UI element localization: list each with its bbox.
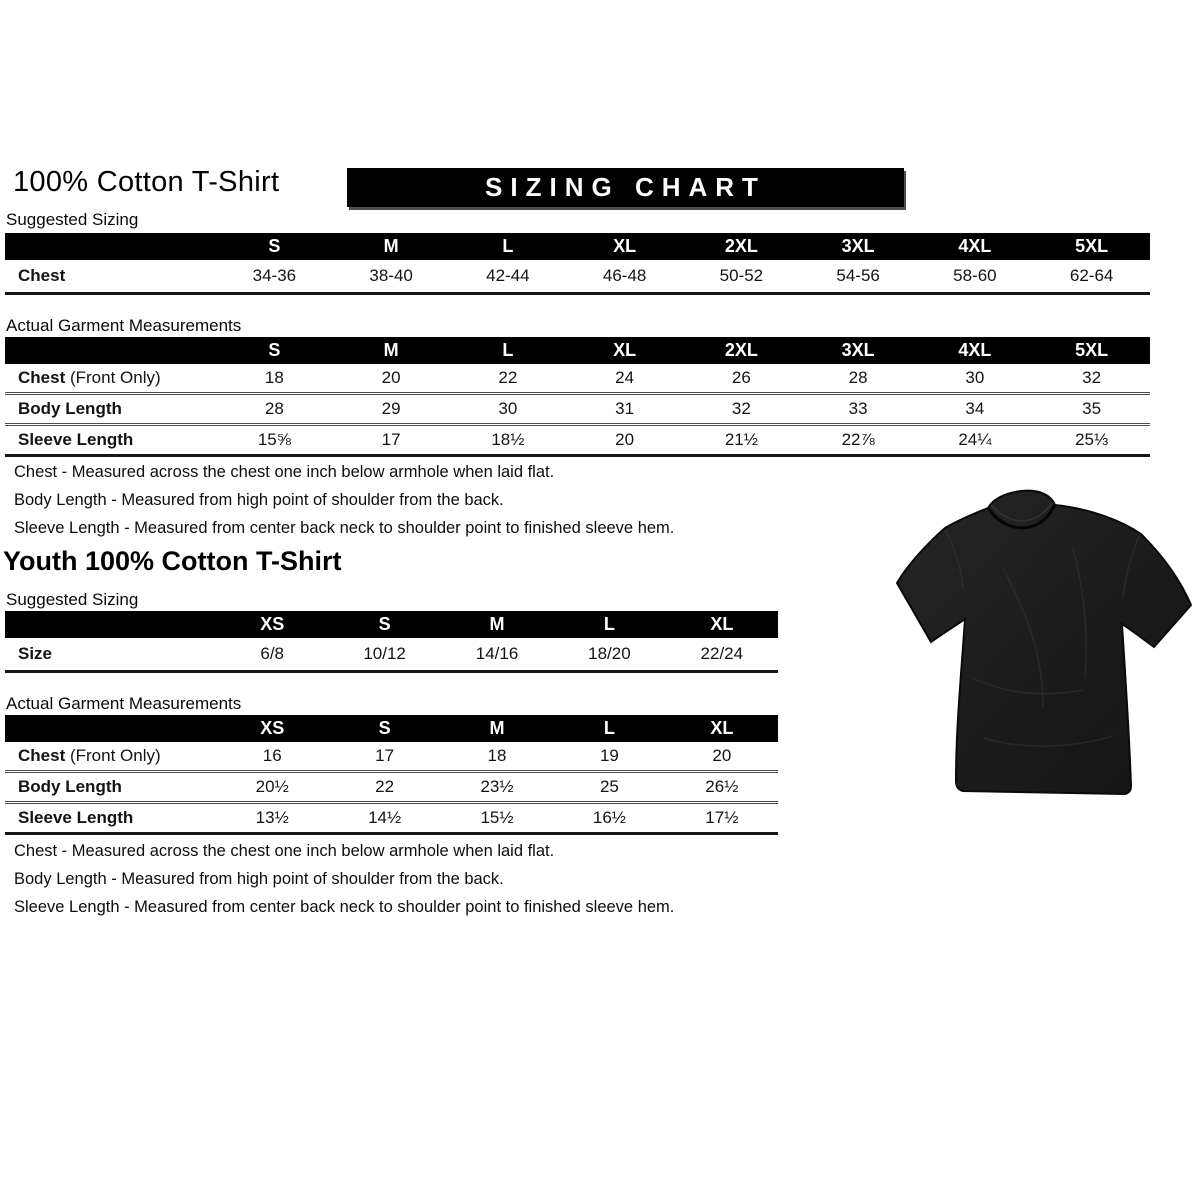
sizing-chart-banner: SIZING CHART (347, 168, 904, 207)
measurement-value-cell: 30 (965, 368, 985, 387)
size-column-header: M (383, 340, 399, 360)
table-header-row (5, 611, 778, 638)
size-column-header: L (603, 614, 615, 634)
measurement-value-cell: 35 (1082, 399, 1102, 418)
measurement-value-cell: 22 (498, 368, 518, 387)
tshirt-body (897, 491, 1191, 794)
measurement-value-cell: 16 (262, 746, 282, 765)
measurement-value-cell: 32 (1082, 368, 1102, 387)
size-column-header: S (268, 236, 281, 256)
measurement-value-cell: 17½ (705, 808, 739, 827)
measurement-value-cell: 21½ (724, 430, 758, 449)
table-row (5, 364, 1150, 392)
size-column-header: M (383, 236, 399, 256)
size-column-header: 4XL (958, 236, 992, 256)
row-label: Chest (Front Only) (18, 746, 161, 765)
row-label: Chest (Front Only) (18, 368, 161, 387)
size-column-header: XL (710, 718, 734, 738)
measurement-value-cell: 15⅝ (257, 430, 291, 449)
row-label: Chest (18, 266, 66, 285)
size-column-header: 2XL (724, 340, 758, 360)
measurement-value-cell: 18½ (491, 430, 525, 449)
measurement-value-cell: 50-52 (719, 266, 764, 285)
size-column-header: XL (613, 340, 637, 360)
measurement-value-cell: 24¼ (958, 430, 992, 449)
measurement-value-cell: 20 (381, 368, 401, 387)
adult-actual-measurements-table (5, 337, 1150, 457)
measurement-value-cell: 62-64 (1069, 266, 1114, 285)
note-line: Chest - Measured across the chest one inch below armhole when laid flat. (14, 463, 555, 481)
size-column-header: L (502, 340, 514, 360)
measurement-value-cell: 28 (264, 399, 284, 418)
measurement-value-cell: 38-40 (369, 266, 413, 285)
measurement-value-cell: 34-36 (252, 266, 297, 285)
youth-section-title: Youth 100% Cotton T-Shirt (3, 546, 342, 576)
measurement-value-cell: 13½ (255, 808, 289, 827)
table-header-row (5, 337, 1150, 364)
measurement-value-cell: 30 (498, 399, 518, 418)
measurement-value-cell: 58-60 (953, 266, 997, 285)
note-line: Sleeve Length - Measured from center back neck to shoulder point to finished sleeve hem. (14, 898, 675, 916)
measurement-value-cell: 18 (264, 368, 284, 387)
note-line: Body Length - Measured from high point of shoulder from the back. (14, 491, 504, 509)
measurement-value-cell: 15½ (480, 808, 514, 827)
measurement-value-cell: 42-44 (486, 266, 530, 285)
size-column-header: XL (710, 614, 734, 634)
table-header-row (5, 233, 1150, 260)
row-label: Sleeve Length (18, 808, 134, 827)
measurement-value-cell: 17 (381, 430, 401, 449)
size-column-header: S (378, 718, 391, 738)
measurement-value-cell: 20½ (255, 777, 289, 796)
table-header-row (5, 715, 778, 742)
measurement-value-cell: 14/16 (475, 644, 519, 663)
adult-actual-measurements-label: Actual Garment Measurements (6, 316, 242, 335)
measurement-value-cell: 6/8 (260, 644, 285, 663)
measurement-value-cell: 24 (615, 368, 635, 387)
size-column-header: XS (260, 718, 285, 738)
measurement-value-cell: 18 (487, 746, 507, 765)
measurement-value-cell: 22/24 (700, 644, 744, 663)
page-title: 100% Cotton T-Shirt (13, 166, 280, 198)
measurement-value-cell: 25 (599, 777, 619, 796)
measurement-value-cell: 26½ (705, 777, 739, 796)
size-column-header: XS (260, 614, 285, 634)
note-line: Sleeve Length - Measured from center back neck to shoulder point to finished sleeve hem. (14, 519, 675, 537)
measurement-value-cell: 29 (381, 399, 401, 418)
youth-suggested-sizing-table (5, 611, 778, 673)
measurement-value-cell: 46-48 (602, 266, 647, 285)
table-row (5, 770, 778, 801)
measurement-value-cell: 26 (731, 368, 751, 387)
table-row (5, 260, 1150, 292)
table-row (5, 801, 778, 832)
measurement-value-cell: 23½ (480, 777, 514, 796)
tshirt-photo (893, 478, 1195, 810)
measurement-value-cell: 19 (599, 746, 619, 765)
youth-actual-measurements-label: Actual Garment Measurements (6, 694, 242, 713)
size-column-header: 4XL (958, 340, 992, 360)
table-row (5, 742, 778, 770)
note-line: Chest - Measured across the chest one inch below armhole when laid flat. (14, 842, 555, 860)
row-label: Body Length (18, 399, 122, 418)
measurement-value-cell: 28 (848, 368, 868, 387)
size-column-header: 3XL (841, 340, 875, 360)
size-column-header: M (489, 718, 505, 738)
table-row (5, 392, 1150, 423)
adult-suggested-sizing-table (5, 233, 1150, 295)
measurement-value-cell: 22⅞ (841, 430, 875, 449)
youth-measurement-notes (14, 837, 674, 921)
measurement-value-cell: 22 (375, 777, 395, 796)
size-column-header: XL (613, 236, 637, 256)
measurement-value-cell: 18/20 (588, 644, 631, 663)
size-column-header: L (603, 718, 615, 738)
measurement-value-cell: 20 (615, 430, 635, 449)
note-line: Body Length - Measured from high point of shoulder from the back. (14, 870, 504, 888)
measurement-value-cell: 33 (848, 399, 868, 418)
size-column-header: 3XL (841, 236, 875, 256)
measurement-value-cell: 10/12 (363, 644, 406, 663)
measurement-value-cell: 34 (965, 399, 985, 418)
size-column-header: S (268, 340, 281, 360)
size-column-header: L (502, 236, 514, 256)
row-label: Size (18, 644, 53, 663)
row-label: Sleeve Length (18, 430, 134, 449)
adult-measurement-notes (14, 458, 674, 542)
size-column-header: 5XL (1075, 340, 1109, 360)
measurement-value-cell: 17 (375, 746, 395, 765)
measurement-value-cell: 54-56 (836, 266, 880, 285)
size-column-header: 5XL (1075, 236, 1109, 256)
row-label: Body Length (18, 777, 122, 796)
size-column-header: S (378, 614, 391, 634)
measurement-value-cell: 32 (731, 399, 751, 418)
adult-suggested-sizing-label: Suggested Sizing (6, 210, 139, 229)
size-column-header: M (489, 614, 505, 634)
measurement-value-cell: 20 (712, 746, 732, 765)
measurement-value-cell: 31 (615, 399, 635, 418)
size-column-header: 2XL (724, 236, 758, 256)
table-row (5, 638, 778, 670)
youth-suggested-sizing-label: Suggested Sizing (6, 590, 139, 609)
youth-actual-measurements-table (5, 715, 778, 835)
table-row (5, 423, 1150, 454)
measurement-value-cell: 25⅓ (1075, 430, 1109, 449)
measurement-value-cell: 14½ (368, 808, 402, 827)
measurement-value-cell: 16½ (592, 808, 626, 827)
